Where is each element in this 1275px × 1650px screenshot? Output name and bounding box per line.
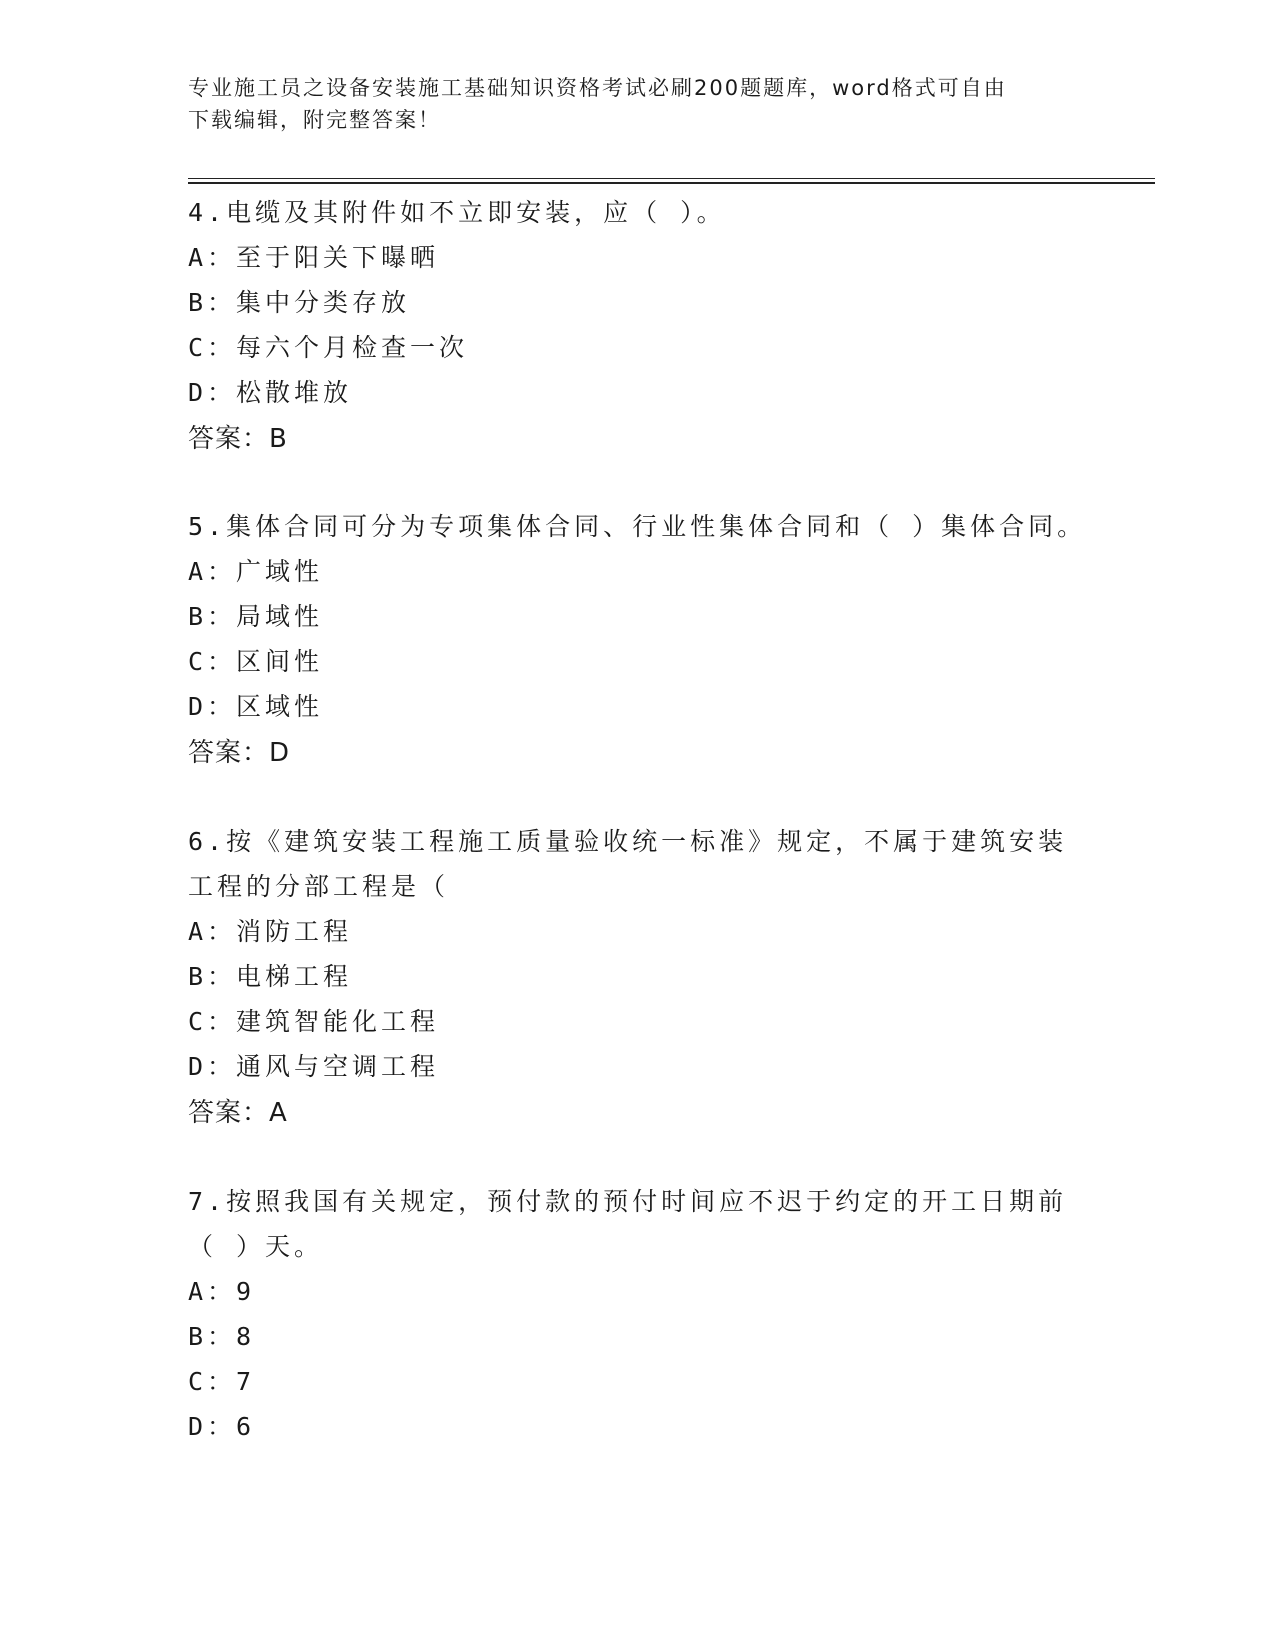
question-4-option-b: B：集中分类存放	[188, 288, 411, 317]
question-4-stem: 4.电缆及其附件如不立即安装，应（ ）。	[188, 198, 726, 227]
question-6-option-b: B：电梯工程	[188, 962, 353, 991]
question-6-stem-line-2: 工程的分部工程是（	[188, 872, 450, 901]
question-6-option-d: D：通风与空调工程	[188, 1052, 440, 1081]
document-header	[188, 72, 1068, 136]
question-5-option-c: C：区间性	[188, 647, 324, 676]
question-5-option-b: B：局域性	[188, 602, 324, 631]
question-4-option-a: A：至于阳关下曝晒	[188, 243, 440, 272]
question-6-option-a: A：消防工程	[188, 917, 353, 946]
question-4-option-c: C：每六个月检查一次	[188, 333, 469, 362]
question-7-stem-line-2: （ ）天。	[188, 1232, 324, 1261]
question-6-option-c: C：建筑智能化工程	[188, 1007, 440, 1036]
question-4-option-d: D：松散堆放	[188, 378, 353, 407]
header-divider-thick	[188, 182, 1155, 184]
question-6-answer: 答案：A	[188, 1098, 288, 1128]
question-6-stem-line-1: 6.按《建筑安装工程施工质量验收统一标准》规定，不属于建筑安装	[188, 827, 1068, 856]
header-line-2: 下载编辑，附完整答案！	[188, 108, 441, 132]
question-7-option-b: B：8	[188, 1322, 256, 1351]
question-5-option-a: A：广域性	[188, 557, 324, 586]
question-7-option-d: D：6	[188, 1412, 256, 1441]
question-7-stem-line-1: 7.按照我国有关规定，预付款的预付时间应不迟于约定的开工日期前	[188, 1187, 1068, 1216]
header-line-1: 专业施工员之设备安装施工基础知识资格考试必刷200题题库，word格式可自由	[188, 76, 1007, 100]
question-5-option-d: D：区域性	[188, 692, 324, 721]
header-divider-thin	[188, 178, 1155, 179]
question-5-stem: 5.集体合同可分为专项集体合同、行业性集体合同和（ ）集体合同。	[188, 512, 1087, 541]
question-7-option-a: A：9	[188, 1277, 256, 1306]
question-4-answer: 答案：B	[188, 424, 288, 454]
question-7-option-c: C：7	[188, 1367, 256, 1396]
question-5-answer: 答案：D	[188, 738, 291, 768]
